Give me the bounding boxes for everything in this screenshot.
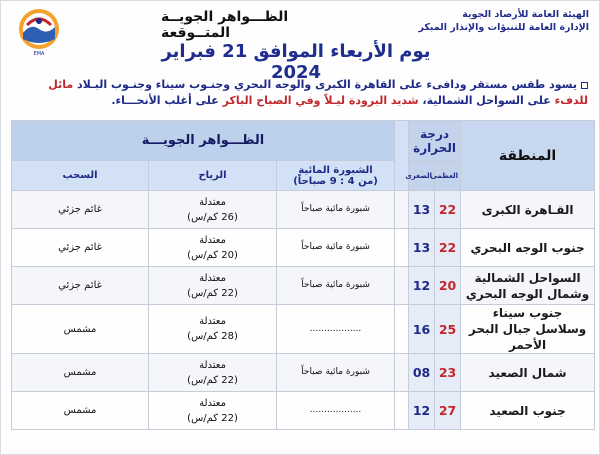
- temperature-min-header: الصغرى: [409, 161, 435, 191]
- forecast-summary: [18, 77, 588, 109]
- fog-header-line-2: (من 4 : 9 صباحاً): [293, 175, 378, 187]
- fog-cell: ..................: [277, 305, 395, 354]
- max-temp-cell: 22: [435, 229, 461, 267]
- fog-cell: شبورة مائية صباحاً: [277, 267, 395, 305]
- region-cell: [461, 305, 595, 354]
- min-temp-cell: 13: [409, 229, 435, 267]
- summary-part-3: على أغلب الأنحـــاء.: [111, 94, 223, 107]
- wind-description: معتدلة: [199, 397, 226, 409]
- wind-cell: [149, 267, 277, 305]
- summary-warm-highlight: مائل للدفء: [48, 78, 588, 107]
- wind-cell: [149, 305, 277, 354]
- min-temp-cell: 16: [409, 305, 435, 354]
- spacer-cell: [395, 392, 409, 430]
- wind-description: معتدلة: [199, 359, 226, 371]
- spacer-cell: [395, 267, 409, 305]
- meteorological-authority-logo: [9, 3, 69, 57]
- page-title: الظـــواهر الجويــة المتــوقعة: [161, 9, 289, 41]
- forecast-date: يوم الأربعاء الموافق 21 فبراير 2024: [161, 41, 431, 83]
- wind-description: معتدلة: [199, 234, 226, 246]
- fog-cell: شبورة مائية صباحاً: [277, 354, 395, 392]
- summary-cold-highlight: شديد البرودة ليـلاً وفي الصباح الباكر: [222, 94, 419, 107]
- clouds-cell: غائم جزئي: [12, 229, 149, 267]
- wind-speed: (20 كم/س): [187, 249, 238, 261]
- wind-cell: [149, 392, 277, 430]
- fog-header-line-1: الشبورة المائية: [298, 164, 373, 176]
- min-temp-cell: 12: [409, 392, 435, 430]
- wind-cell: [149, 191, 277, 229]
- wind-speed: (22 كم/س): [187, 374, 238, 386]
- max-temp-cell: 27: [435, 392, 461, 430]
- spacer-cell: [395, 229, 409, 267]
- temperature-column-header: [409, 121, 461, 161]
- wind-speed: (22 كم/س): [187, 287, 238, 299]
- table-row: [12, 267, 595, 305]
- header-spacer: [395, 121, 409, 191]
- min-temp-cell: 12: [409, 267, 435, 305]
- authority-line-1: الهيئة العامة للأرصاد الجوية: [462, 9, 589, 20]
- svg-text:EMA: EMA: [33, 51, 45, 57]
- table-row: [12, 305, 595, 354]
- wind-speed: (26 كم/س): [187, 211, 238, 223]
- max-temp-cell: 25: [435, 305, 461, 354]
- region-name: شمال الصعيد: [488, 365, 567, 380]
- bullet-icon: [581, 82, 588, 89]
- region-name: السواحل الشمالية: [474, 270, 581, 285]
- fog-cell: ..................: [277, 392, 395, 430]
- region-name: القـاهرة الكبرى: [481, 202, 574, 217]
- temperature-header-label: درجة الحرارة: [413, 126, 456, 155]
- authority-name: [409, 8, 589, 34]
- region-name: جنوب الوجه البحري: [470, 240, 585, 255]
- spacer-cell: [395, 305, 409, 354]
- region-column-header: المنطقة: [461, 121, 595, 191]
- min-temp-cell: 08: [409, 354, 435, 392]
- region-cell: [461, 191, 595, 229]
- fog-cell: شبورة مائية صباحاً: [277, 229, 395, 267]
- wind-cell: [149, 229, 277, 267]
- clouds-column-header: السحب: [12, 161, 149, 191]
- table-row: [12, 191, 595, 229]
- max-temp-cell: 23: [435, 354, 461, 392]
- table-row: [12, 354, 595, 392]
- spacer-cell: [395, 354, 409, 392]
- wind-description: معتدلة: [199, 196, 226, 208]
- temperature-max-header: العظمى: [435, 161, 461, 191]
- table-row: [12, 229, 595, 267]
- clouds-cell: مشمس: [12, 305, 149, 354]
- wind-cell: [149, 354, 277, 392]
- region-cell: [461, 267, 595, 305]
- clouds-cell: مشمس: [12, 392, 149, 430]
- phenomena-column-header: الظـــواهر الجويـــة: [12, 121, 395, 161]
- region-name: جنوب سيناء: [492, 306, 563, 320]
- wind-description: معتدلة: [199, 272, 226, 284]
- max-temp-cell: 22: [435, 191, 461, 229]
- region-name-line-2: وسلاسل جبال البحر الأحمر: [468, 322, 587, 352]
- region-cell: [461, 354, 595, 392]
- summary-part-1: يسود طقس مستقر ودافىء على القاهرة الكبرى والوجه البحري وجنـوب سيناء وجنـوب البـلاد: [73, 78, 577, 91]
- region-cell: [461, 229, 595, 267]
- wind-speed: (22 كم/س): [187, 412, 238, 424]
- region-cell: [461, 392, 595, 430]
- wind-column-header: الرياح: [149, 161, 277, 191]
- wind-description: معتدلة: [199, 316, 226, 327]
- min-temp-cell: 13: [409, 191, 435, 229]
- clouds-cell: مشمس: [12, 354, 149, 392]
- region-name: جنوب الصعيد: [489, 403, 566, 418]
- clouds-cell: غائم جزئي: [12, 191, 149, 229]
- authority-line-2: الإدارة العامة للتنبؤات والإنذار المبكر: [418, 22, 589, 33]
- fog-cell: شبورة مائية صباحاً: [277, 191, 395, 229]
- summary-part-2: على السواحل الشمالية،: [418, 94, 555, 107]
- wind-speed: (28 كم/س): [187, 331, 238, 342]
- clouds-cell: غائم جزئي: [12, 267, 149, 305]
- fog-column-header: [277, 161, 395, 191]
- max-temp-cell: 20: [435, 267, 461, 305]
- spacer-cell: [395, 191, 409, 229]
- forecast-table: [11, 120, 595, 430]
- region-name-line-2: وشمال الوجه البحري: [465, 286, 590, 301]
- table-row: [12, 392, 595, 430]
